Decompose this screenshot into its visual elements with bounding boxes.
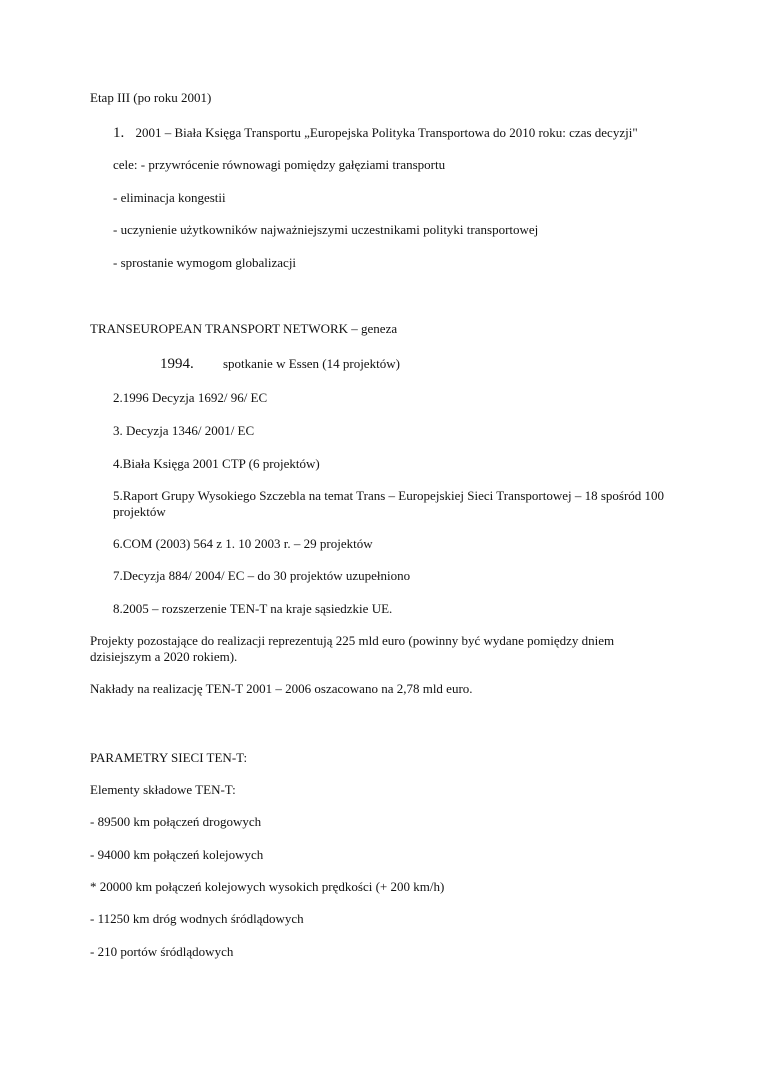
ten-item: 7.Decyzja 884/ 2004/ EC – do 30 projektów uzupełniono	[113, 568, 411, 583]
elements-heading: Elementy składowe TEN-T:	[90, 782, 236, 797]
ten-item: 5.Raport Grupy Wysokiego Szczebla na temat Trans – Europejskiej Sieci Transportowej – 18 spośród 100 projektów	[113, 488, 665, 519]
ten-item-1994	[160, 356, 400, 372]
ten-item: 2.1996 Decyzja 1692/ 96/ EC	[113, 390, 268, 405]
element-item: * 20000 km połączeń kolejowych wysokich prędkości (+ 200 km/h)	[90, 879, 445, 894]
element-item: - 210 portów śródlądowych	[90, 944, 234, 959]
stage-heading: Etap III (po roku 2001)	[90, 90, 212, 105]
ten-item-year: 1994.	[160, 356, 194, 372]
item-1-text: 2001 – Biała Księga Transportu „Europejska Polityka Transportowa do 2010 roku: czas decyzji"	[135, 125, 638, 140]
element-item: - 94000 km połączeń kolejowych	[90, 847, 264, 862]
ten-item: 3. Decyzja 1346/ 2001/ EC	[113, 423, 255, 438]
ten-item-text: spotkanie w Essen (14 projektów)	[223, 356, 400, 371]
element-item: - 89500 km połączeń drogowych	[90, 814, 262, 829]
paragraph-costs: Nakłady na realizację TEN-T 2001 – 2006 oszacowano na 2,78 mld euro.	[90, 681, 473, 696]
params-heading: PARAMETRY SIECI TEN-T:	[90, 750, 248, 765]
item-1	[113, 125, 638, 141]
goal-line: cele: - przywrócenie równowagi pomiędzy gałęziami transportu	[113, 157, 446, 172]
paragraph-remaining: Projekty pozostające do realizacji reprezentują 225 mld euro (powinny być wydane pomiędzy dniem dzisiejszym a 2020 rokiem).	[90, 633, 615, 664]
ten-item: 6.COM (2003) 564 z 1. 10 2003 r. – 29 projektów	[113, 536, 373, 551]
ten-item: 4.Biała Księga 2001 CTP (6 projektów)	[113, 456, 320, 471]
item-1-number: 1.	[113, 125, 125, 141]
goal-line: - sprostanie wymogom globalizacji	[113, 255, 297, 270]
goal-line: - uczynienie użytkowników najważniejszymi uczestnikami polityki transportowej	[113, 222, 539, 237]
element-item: - 11250 km dróg wodnych śródlądowych	[90, 911, 304, 926]
goal-line: - eliminacja kongestii	[113, 190, 226, 205]
ten-item: 8.2005 – rozszerzenie TEN-T na kraje sąsiedzkie UE.	[113, 601, 393, 616]
ten-heading: TRANSEUROPEAN TRANSPORT NETWORK – geneza	[90, 321, 398, 336]
